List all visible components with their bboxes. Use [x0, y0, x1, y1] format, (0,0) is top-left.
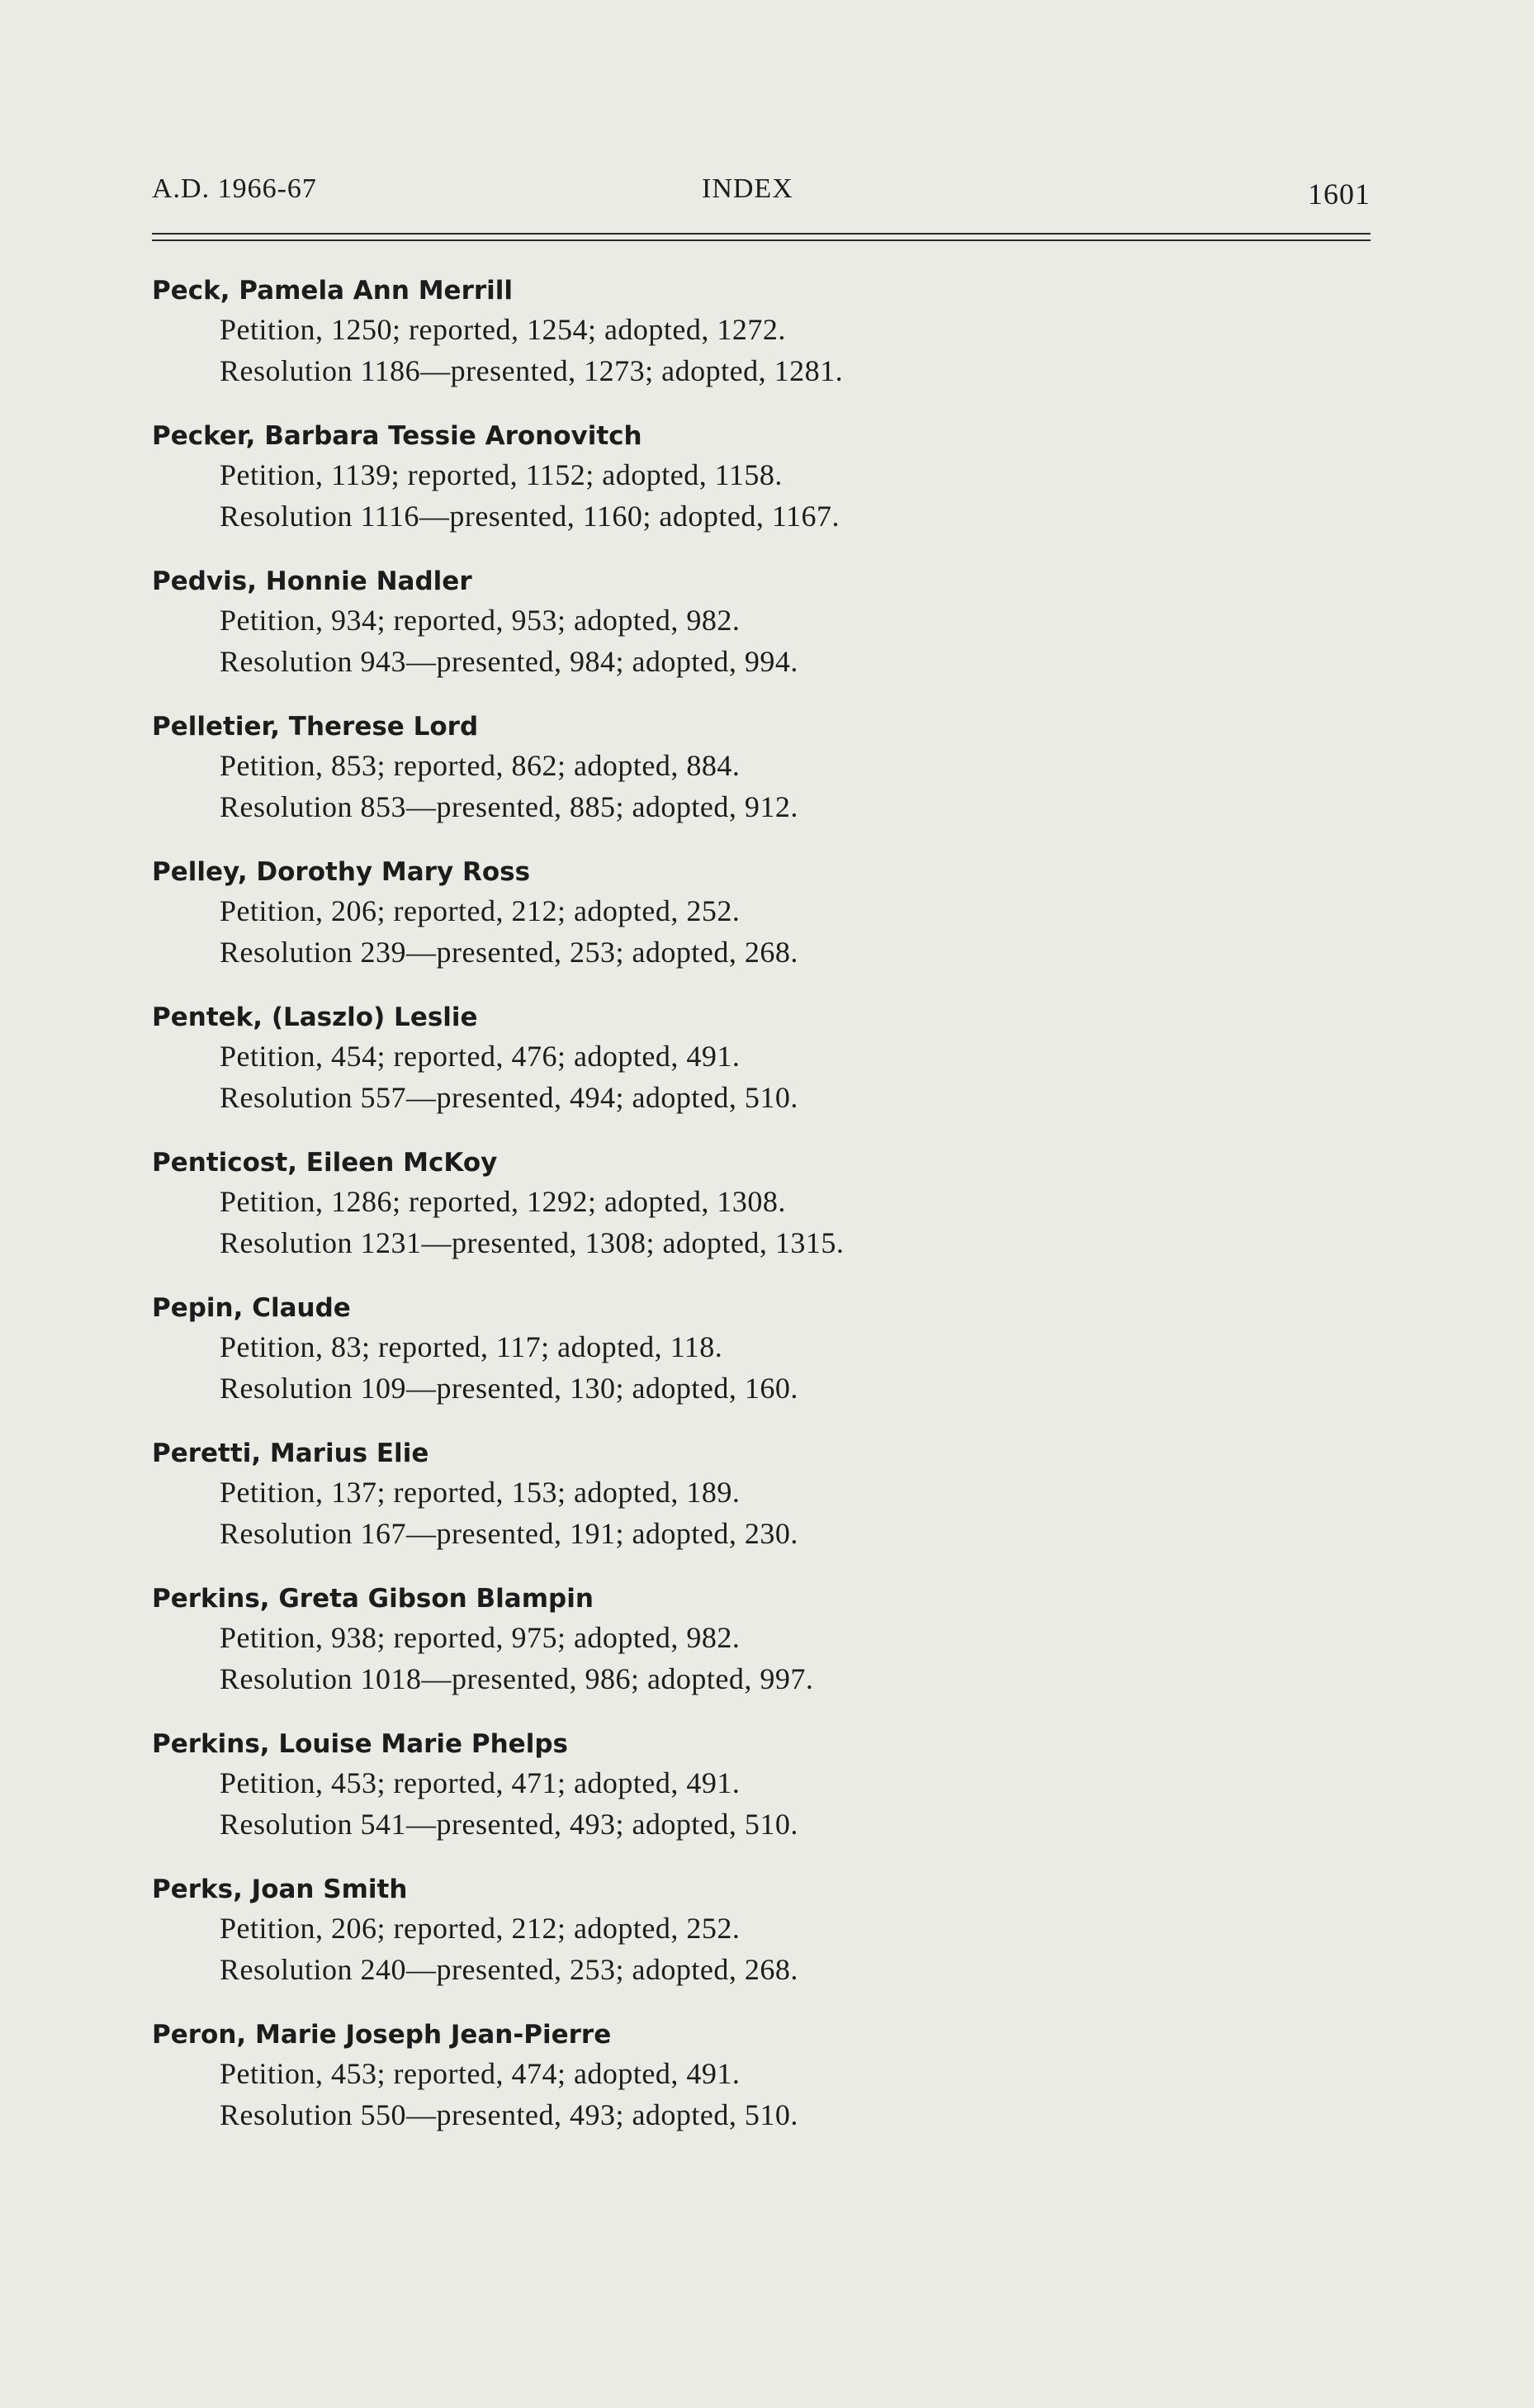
entry-resolution: Resolution 167—presented, 191; adopted, 230. — [220, 1517, 798, 1550]
entry-name: Pentek, (Laszlo) Leslie — [152, 1003, 478, 1032]
entry-name: Penticost, Eileen McKoy — [152, 1148, 498, 1178]
entry-petition: Petition, 1139; reported, 1152; adopted, 1158. — [220, 458, 783, 491]
index-entry — [152, 709, 1308, 854]
header-title: INDEX — [702, 173, 793, 204]
entry-petition: Petition, 453; reported, 471; adopted, 491. — [220, 1766, 741, 1799]
entry-petition: Petition, 453; reported, 474; adopted, 491. — [220, 2057, 741, 2090]
entry-petition: Petition, 853; reported, 862; adopted, 884. — [220, 749, 741, 782]
index-entry — [152, 999, 1308, 1145]
index-entry — [152, 418, 1308, 563]
entry-resolution: Resolution 1116—presented, 1160; adopted, 1167. — [220, 500, 840, 533]
index-entry — [152, 1581, 1308, 1726]
entry-name: Pelletier, Therese Lord — [152, 712, 479, 742]
index-entry — [152, 273, 1308, 418]
entry-resolution: Resolution 943—presented, 984; adopted, 994. — [220, 645, 798, 678]
entry-resolution: Resolution 1231—presented, 1308; adopted, 1315. — [220, 1226, 845, 1259]
entry-name: Perks, Joan Smith — [152, 1875, 408, 1904]
entry-petition: Petition, 1250; reported, 1254; adopted, 1272. — [220, 313, 786, 346]
entry-resolution: Resolution 541—presented, 493; adopted, 510. — [220, 1808, 798, 1841]
index-entry — [152, 1290, 1308, 1435]
page-header — [152, 173, 1371, 223]
entry-name: Peretti, Marius Elie — [152, 1439, 429, 1468]
entry-petition: Petition, 454; reported, 476; adopted, 491. — [220, 1040, 741, 1073]
entry-resolution: Resolution 1018—presented, 986; adopted, 997. — [220, 1662, 814, 1695]
index-entry — [152, 1145, 1308, 1290]
entry-petition: Petition, 206; reported, 212; adopted, 252. — [220, 894, 741, 927]
entry-resolution: Resolution 1186—presented, 1273; adopted, 1281. — [220, 354, 844, 387]
index-entry — [152, 1435, 1308, 1581]
entry-resolution: Resolution 240—presented, 253; adopted, 268. — [220, 1953, 798, 1986]
index-entry — [152, 563, 1308, 709]
entry-petition: Petition, 83; reported, 117; adopted, 118. — [220, 1330, 723, 1363]
entry-resolution: Resolution 239—presented, 253; adopted, 268. — [220, 936, 798, 969]
entry-petition: Petition, 938; reported, 975; adopted, 982. — [220, 1621, 741, 1654]
entry-name: Perkins, Greta Gibson Blampin — [152, 1584, 594, 1614]
header-rule-bottom — [152, 239, 1371, 241]
index-entry — [152, 1871, 1308, 2017]
entry-petition: Petition, 1286; reported, 1292; adopted, 1308. — [220, 1185, 786, 1218]
page-number: 1601 — [1308, 178, 1371, 211]
index-entry — [152, 2017, 1308, 2162]
index-entry — [152, 854, 1308, 999]
entry-resolution: Resolution 557—presented, 494; adopted, 510. — [220, 1081, 798, 1114]
entry-name: Pecker, Barbara Tessie Aronovitch — [152, 421, 642, 451]
entry-name: Pelley, Dorothy Mary Ross — [152, 857, 531, 887]
header-years: A.D. 1966-67 — [152, 173, 317, 204]
header-rule-top — [152, 233, 1371, 235]
index-entry — [152, 1726, 1308, 1871]
entry-petition: Petition, 137; reported, 153; adopted, 189. — [220, 1476, 741, 1509]
entry-petition: Petition, 934; reported, 953; adopted, 982. — [220, 604, 741, 637]
entry-resolution: Resolution 853—presented, 885; adopted, 912. — [220, 790, 798, 823]
entry-petition: Petition, 206; reported, 212; adopted, 252. — [220, 1912, 741, 1945]
index-entries — [152, 273, 1308, 2162]
entry-name: Perkins, Louise Marie Phelps — [152, 1729, 568, 1759]
entry-name: Pedvis, Honnie Nadler — [152, 566, 472, 596]
entry-name: Pepin, Claude — [152, 1293, 351, 1323]
entry-resolution: Resolution 109—presented, 130; adopted, 160. — [220, 1372, 798, 1405]
entry-name: Peron, Marie Joseph Jean-Pierre — [152, 2020, 612, 2050]
entry-name: Peck, Pamela Ann Merrill — [152, 276, 514, 306]
entry-resolution: Resolution 550—presented, 493; adopted, 510. — [220, 2098, 798, 2131]
